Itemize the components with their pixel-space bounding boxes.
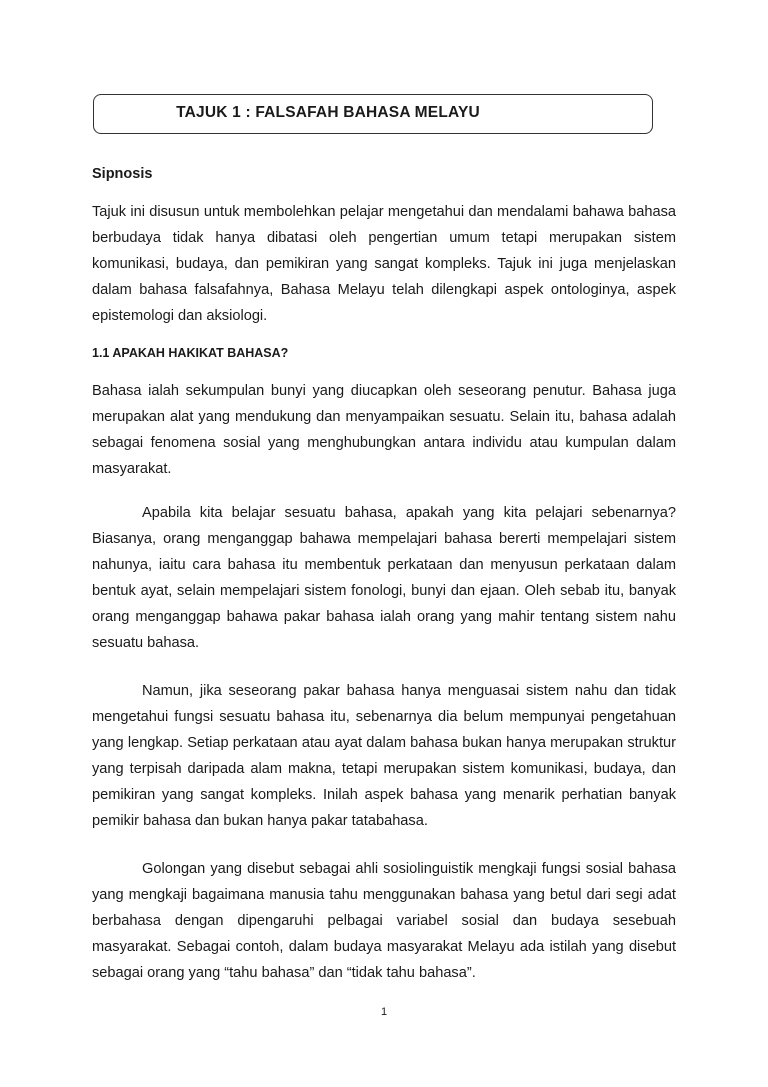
page-number: 1 <box>380 1006 388 1018</box>
paragraph-1: Bahasa ialah sekumpulan bunyi yang diucapkan oleh seseorang penutur. Bahasa juga merupakan alat yang mendukung dan menyampaikan sesuatu. Selain itu, bahasa adalah sebagai fenomena sosial yang menghubungkan antara individu atau kumpulan dalam masyarakat. <box>92 383 676 477</box>
paragraph-3: Namun, jika seseorang pakar bahasa hanya menguasai sistem nahu dan tidak mengetahui fungsi sesuatu bahasa itu, sebenarnya dia belum mempunyai pengetahuan yang lengkap. Setiap perkataan atau ayat dalam bahasa bukan hanya merupakan struktur yang terpisah daripada alam makna, tetapi merupakan sistem komunikasi, budaya, dan pemikiran yang sangat kompleks. Inilah aspek bahasa yang menarik perhatian banyak pemikir bahasa dan bukan hanya pakar tatabahasa. <box>92 683 676 829</box>
paragraph-4: Golongan yang disebut sebagai ahli sosiolinguistik mengkaji fungsi sosial bahasa yang mengkaji bagaimana manusia tahu menggunakan bahasa yang betul dari segi adat berbahasa dengan dipengaruhi pelbagai variabel sosial dan budaya sesebuah masyarakat. Sebagai contoh, dalam budaya masyarakat Melayu ada istilah yang disebut sebagai orang yang “tahu bahasa” dan “tidak tahu bahasa”. <box>92 861 676 981</box>
section-heading: 1.1 APAKAH HAKIKAT BAHASA? <box>92 346 289 360</box>
sinopsis-paragraph: Tajuk ini disusun untuk membolehkan pelajar mengetahui dan mendalami bahawa bahasa berbudaya tidak hanya dibatasi oleh pengertian umum tetapi merupakan sistem komunikasi, budaya, dan pemikiran yang sangat kompleks. Tajuk ini juga menjelaskan dalam bahasa falsafahnya, Bahasa Melayu telah dilengkapi aspek ontologinya, aspek epistemologi dan aksiologi. <box>92 204 676 324</box>
title-box <box>93 94 653 134</box>
page-title: TAJUK 1 : FALSAFAH BAHASA MELAYU <box>176 104 480 121</box>
paragraph-2: Apabila kita belajar sesuatu bahasa, apakah yang kita pelajari sebenarnya? Biasanya, orang menganggap bahawa mempelajari bahasa bererti mempelajari sistem nahunya, iaitu cara bahasa itu membentuk perkataan dan menyusun perkataan dalam bentuk ayat, selain mempelajari sistem fonologi, bunyi dan ejaan. Oleh sebab itu, banyak orang menganggap bahawa pakar bahasa ialah orang yang mahir tentang sistem nahu sesuatu bahasa. <box>92 505 676 651</box>
sinopsis-heading: Sipnosis <box>92 166 153 182</box>
